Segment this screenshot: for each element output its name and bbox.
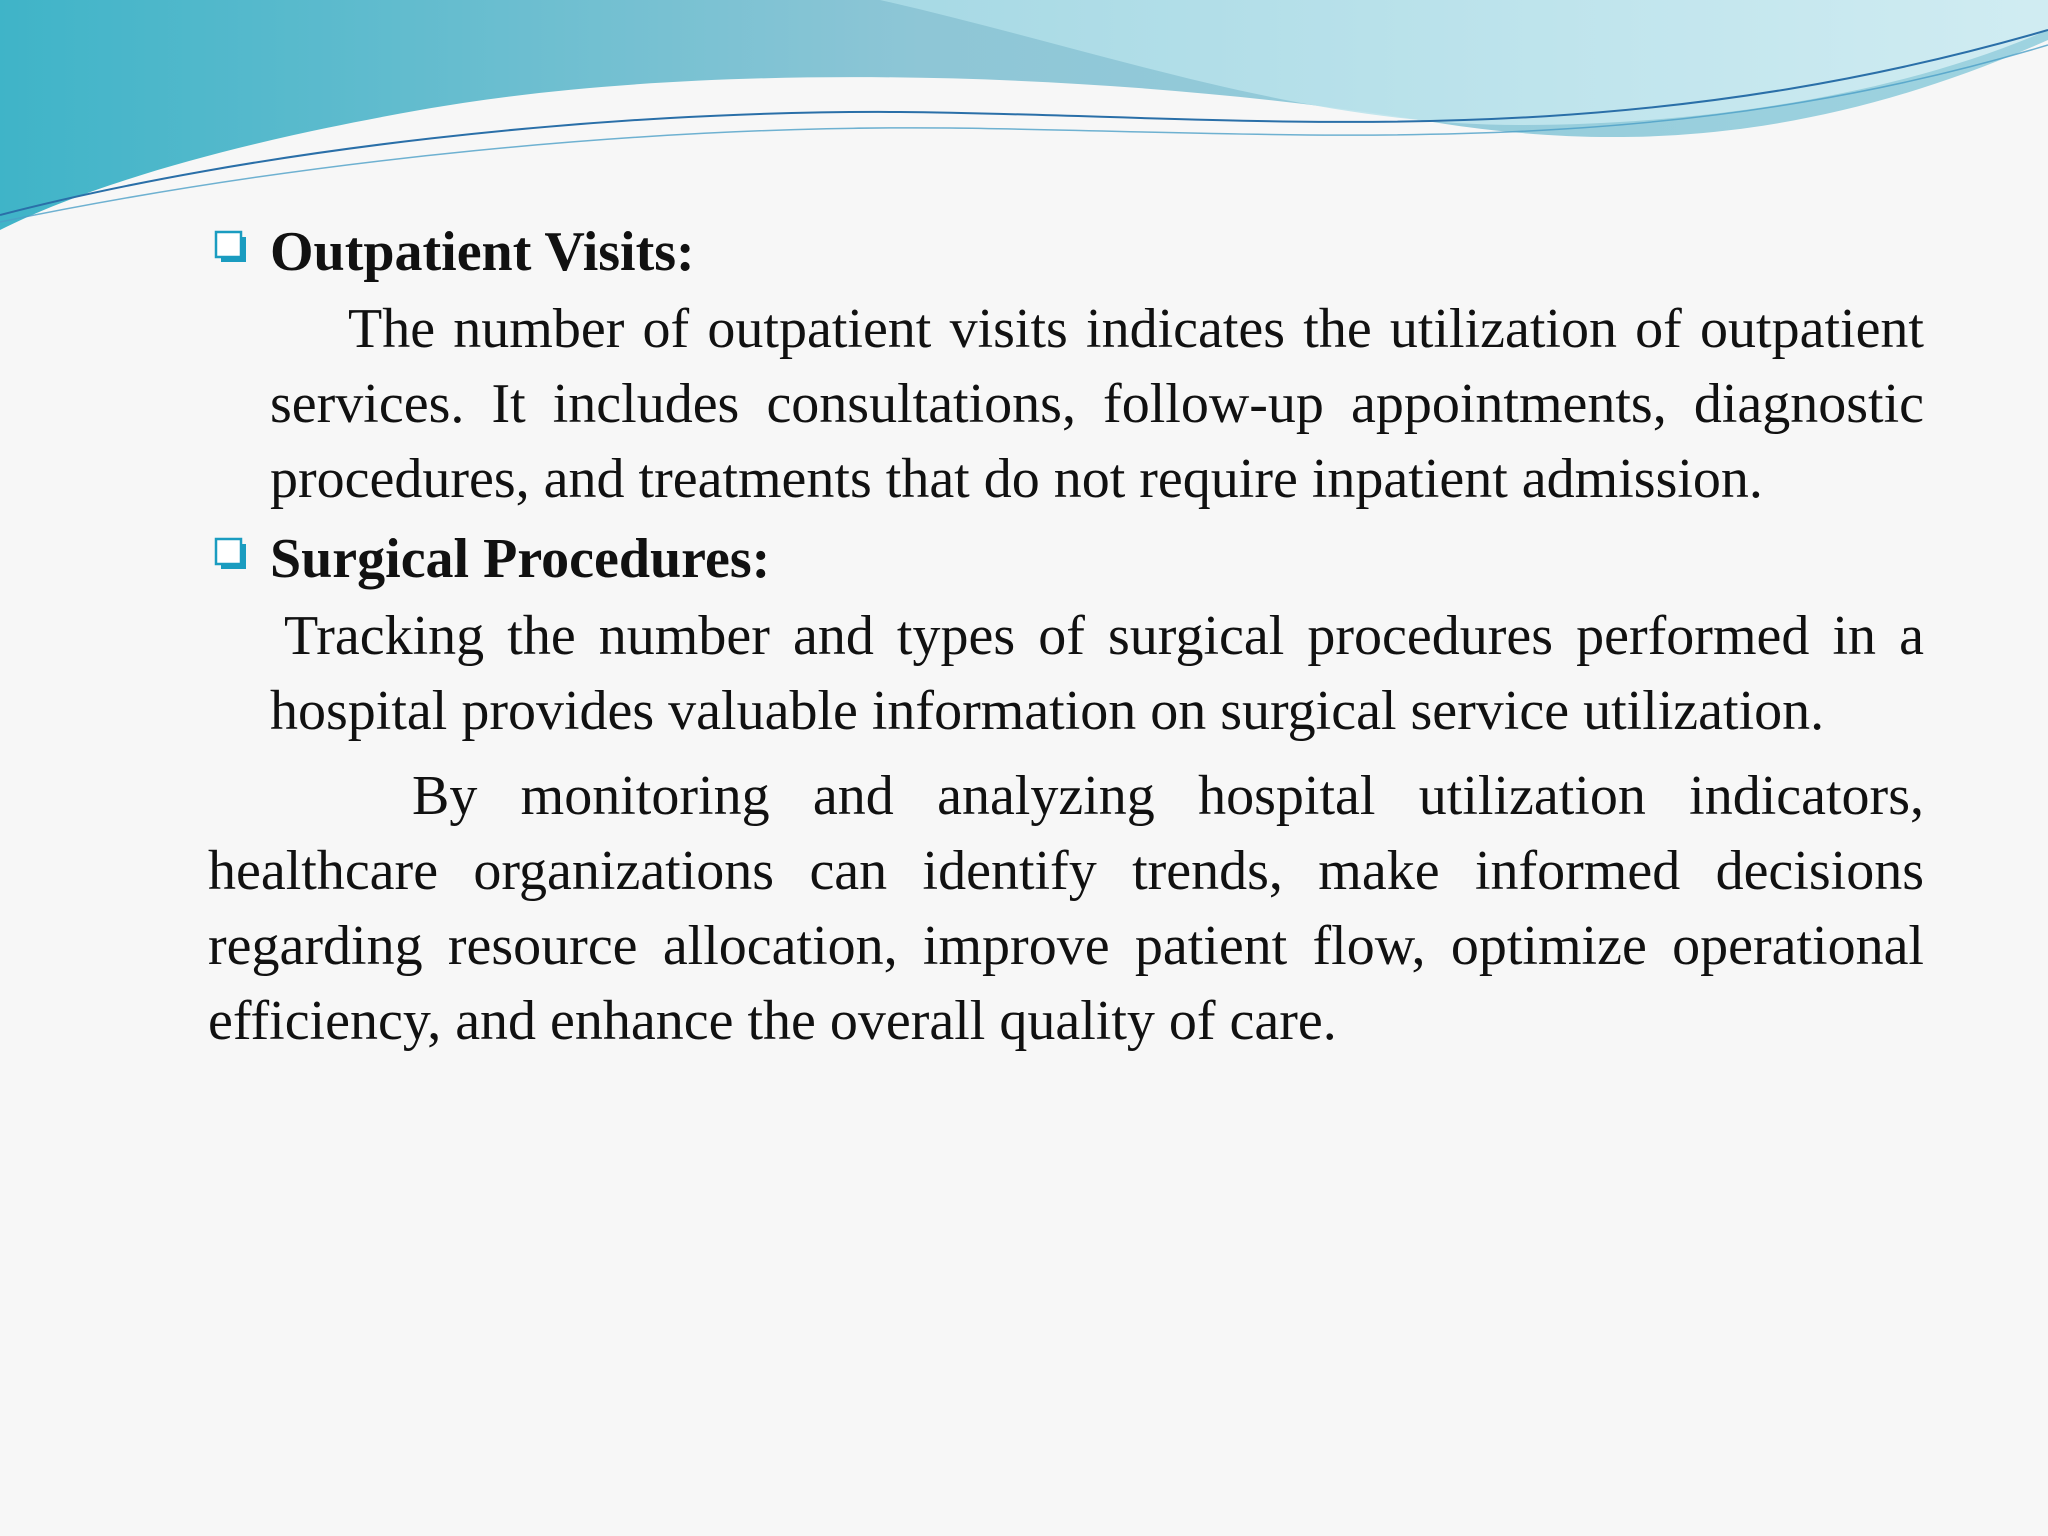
- checkbox-bullet-icon: [214, 537, 248, 571]
- section-body: Tracking the number and types of surgical procedures performed in a hospital provides valuable information on surgical service utilization.: [270, 605, 1924, 742]
- section-surgical-procedures: [208, 521, 1924, 749]
- section-heading: Surgical Procedures:: [208, 521, 1924, 597]
- section-outpatient-visits: [208, 214, 1924, 517]
- checkbox-bullet-icon: [214, 230, 248, 264]
- header-wave-decoration: [0, 0, 2048, 240]
- section-heading: Outpatient Visits:: [208, 214, 1924, 290]
- slide-content: [208, 214, 1924, 1059]
- section-body: The number of outpatient visits indicates the utilization of outpatient services. It includes consultations, follow-up appointments, diagnostic procedures, and treatments that do not require inpatient admission.: [270, 298, 1924, 510]
- summary-paragraph: By monitoring and analyzing hospital utilization indicators, healthcare organizations can identify trends, make informed decisions regarding resource allocation, improve patient flow, optimize operational efficiency, and enhance the overall quality of care.: [208, 765, 1924, 1052]
